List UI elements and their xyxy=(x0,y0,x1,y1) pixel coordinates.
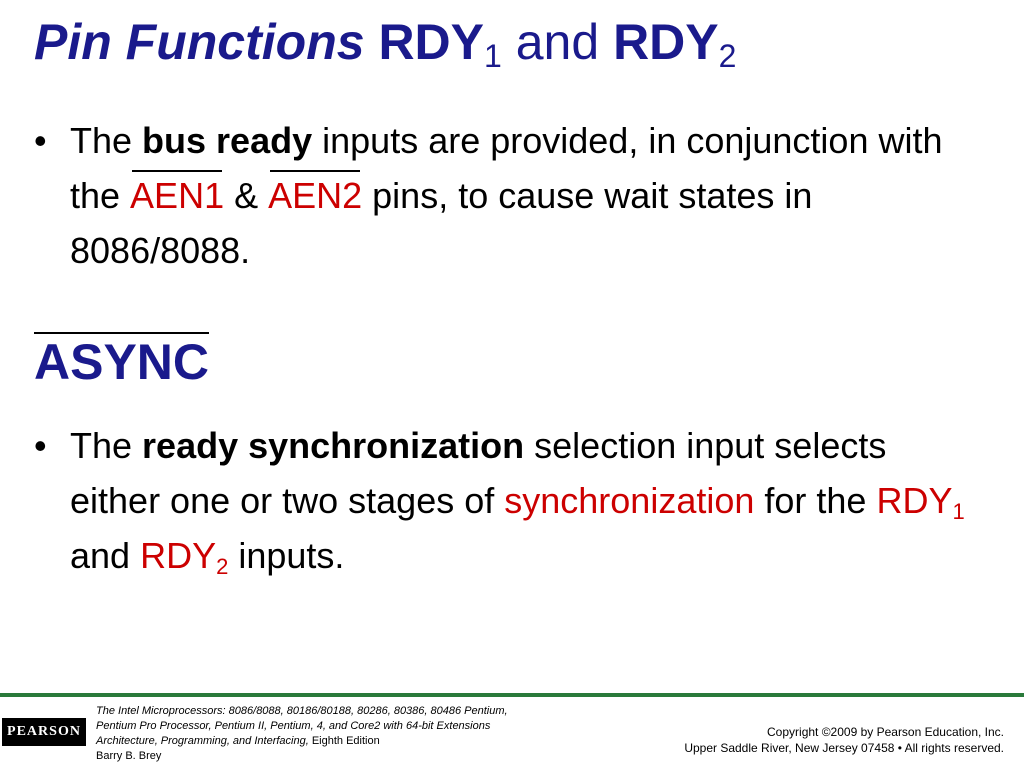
title-rdy1: RDY xyxy=(378,14,485,70)
title-sub2: 2 xyxy=(718,38,737,74)
bullet2-for: for the xyxy=(754,480,877,521)
bullet2-bold: ready synchronization xyxy=(142,425,525,466)
slide-title xyxy=(34,14,736,72)
bullet2-lead: The xyxy=(70,425,143,466)
bullet2-body: selection input selects either one or two stages of xyxy=(70,425,887,521)
book-author: Barry B. Brey xyxy=(96,750,162,762)
title-and: and xyxy=(515,14,600,70)
bullet-text xyxy=(34,418,974,583)
async-heading: ASYNC xyxy=(34,334,210,390)
rdy1-group xyxy=(876,480,965,524)
pearson-logo: PEARSON xyxy=(2,718,86,746)
aen2-signal: AEN2 xyxy=(268,168,362,223)
bullet-marker: • xyxy=(34,120,47,161)
book-edition: Eighth Edition xyxy=(308,735,380,747)
title-sub1: 1 xyxy=(484,38,502,74)
title-rdy2: RDY xyxy=(613,14,719,70)
rdy2-signal: RDY xyxy=(140,535,217,576)
bullet-text xyxy=(34,113,974,278)
rdy1-signal: RDY xyxy=(876,480,953,521)
rdy2-sub: 2 xyxy=(216,554,229,579)
sync-word: synchronization xyxy=(504,480,755,521)
bullet1-lead: The xyxy=(70,120,143,161)
book-citation xyxy=(96,704,566,764)
footer-divider xyxy=(0,693,1024,697)
bullet1-amp: & xyxy=(224,175,269,216)
address-line: Upper Saddle River, New Jersey 07458 • All rights reserved. xyxy=(684,741,1004,755)
bullet2-tail: inputs. xyxy=(228,535,345,576)
copyright-notice xyxy=(684,724,1004,756)
copyright-line: Copyright ©2009 by Pearson Education, Inc. xyxy=(767,725,1004,739)
book-title: The Intel Microprocessors: xyxy=(96,705,226,717)
bullet-ready-sync xyxy=(34,418,974,583)
aen1-signal: AEN1 xyxy=(130,168,224,223)
bullet-bus-ready xyxy=(34,113,974,278)
bullet2-and: and xyxy=(70,535,141,576)
bullet1-tail: pins, to cause wait states in 8086/8088. xyxy=(70,175,813,271)
book-line1: 8086/8088, 80186/80188, 80286, 80386, 80486 Pentium, xyxy=(225,705,508,717)
bullet1-body: inputs are provided, in conjunction with the xyxy=(70,120,943,216)
bullet1-bold: bus ready xyxy=(142,120,313,161)
book-line3: Architecture, Programming, and Interfacing, xyxy=(96,735,309,747)
rdy2-group xyxy=(140,535,229,579)
bullet-marker: • xyxy=(34,425,47,466)
rdy1-sub: 1 xyxy=(952,499,965,524)
book-line2: Pentium Pro Processor, Pentium II, Pentium, 4, and Core2 with 64-bit Extensions xyxy=(96,720,491,732)
title-italic: Pin Functions xyxy=(34,14,365,70)
